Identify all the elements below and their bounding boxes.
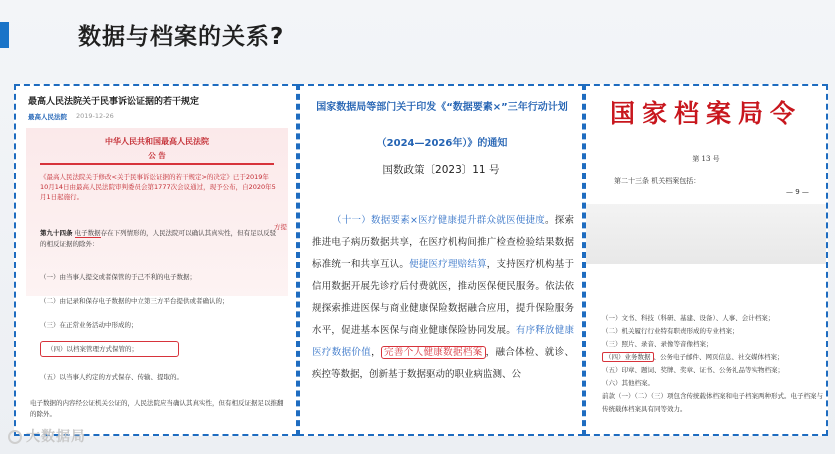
body-segment: ， [371,347,382,358]
list-item: （五）以当事人约定的方式保存、传输、提取的。 [40,373,183,381]
bureau-order-heading: 国家档案局令 [609,99,802,128]
list-item: （一）由当事人提交或者保管的于己不利的电子数据； [40,273,196,281]
health-archive-highlight: 完善个人健康数据档案 [381,346,486,359]
list-item-highlighted: （四）业务数据 、公务电子邮件、网页信息、社交媒体档案； [602,351,824,364]
list-item: （六）其他档案。 [602,379,654,387]
list-item-highlighted [40,344,179,353]
notice-label: 公 告 [148,151,166,160]
document-number: 国数政策〔2023〕11 号 [382,164,500,176]
closing-text: 电子数据的内容经公证机关公证的，人民法院应当确认其真实性，但有相反证据足以推翻的除外。 [30,399,284,418]
side-note: 方提 [274,223,287,231]
list-item: 前款（一）（二）（三）项包含传统载体档案和电子档案两种形式。电子档案与传统载体档案具有同等效力。 [602,392,823,413]
subheading-claims: 便捷医疗理赔结算 [409,259,487,270]
article-text: 存在下列情形的，人民法院可以确认其真实性，但有足以反驳的相反证据的除外： [40,229,277,248]
archive-types-list [602,312,824,416]
title-line-2: （2024—2026年）》的通知 [376,138,508,149]
left-source[interactable]: 最高人民法院 [28,113,67,121]
list-item: （二）机关履行行业特有职责形成的专业档案； [602,327,739,335]
watermark-icon [8,430,22,444]
watermark: 大数据局 [8,426,86,446]
subheading-data-value: 有序释放健康医疗数据价值 [312,325,574,358]
left-date: 2019-12-26 [76,112,114,120]
red-divider [40,163,274,165]
left-document-title: 最高人民法院关于民事诉讼证据的若干规定 [28,97,200,107]
article-94 [40,228,280,250]
article-23: 第二十三条 机关档案包括： [614,177,701,185]
title-line-1: 国家数据局等部门关于印发《“数据要素×”三年行动计划 [316,102,568,113]
article-lead: 第九十四条 [40,229,73,237]
list-item: （五）印章、题词、奖牌、奖章、证书、公务礼品等实物档案； [602,366,784,374]
body-segment: ，支持医疗机构基于信用数据开展先诊疗后付费就医，推动医保便民服务。依法依规探索推进医保与商业健康保险数据融合应用，提升保险服务水平，促进基本医保与商业健康保险协同发展。 [312,259,574,336]
business-data-highlight: （四）业务数据 [602,352,654,362]
section-number: （十一） [332,215,372,226]
announcement-text: 《最高人民法院关于修改<关于民事诉讼证据的若干规定>的决定》已于2019年10月14日由最高人民法院审判委员会第1777次会议通过，现予公布，自2020年5月1日起施行。 [40,173,276,201]
list-item: （三）照片、录音、录像等音像档案； [602,340,713,348]
body-segment: 。探索推进电子病历数据共享，在医疗机构间推广检查检验结果数据标准统一和共享互认。 [312,215,574,270]
page-gap [586,204,826,264]
slide-title: 数据与档案的关系? [78,24,285,50]
page-number: — 9 — [786,188,809,196]
title-accent-bar [0,22,9,48]
list-item: （一）文书、科技（科研、基建、设备）、人事、会计档案； [602,314,775,322]
panel-data-elements-plan [298,84,584,436]
section-heading: 数据要素×医疗健康提升群众就医便捷度 [371,215,545,226]
archive-management-highlight: （四）以档案管理方式保管的； [40,341,179,357]
list-item: （三）在正常业务活动中形成的； [40,321,138,329]
highlight-electronic-data: 电子数据 [74,229,101,237]
body-segment: ，融合体检、就诊、疾控等数据，创新基于数据驱动的职业病监测、公 [312,347,574,380]
middle-body-text [312,210,574,386]
order-number: 第 13 号 [692,155,720,163]
panel-court-evidence-rules [14,84,298,436]
panel-archives-bureau-order [584,84,828,436]
left-announcement-block [26,128,288,296]
list-item: （二）由记录和保存电子数据的中立第三方平台提供或者确认的； [40,297,229,305]
court-header: 中华人民共和国最高人民法院 [105,137,209,146]
middle-document-title [308,96,576,156]
